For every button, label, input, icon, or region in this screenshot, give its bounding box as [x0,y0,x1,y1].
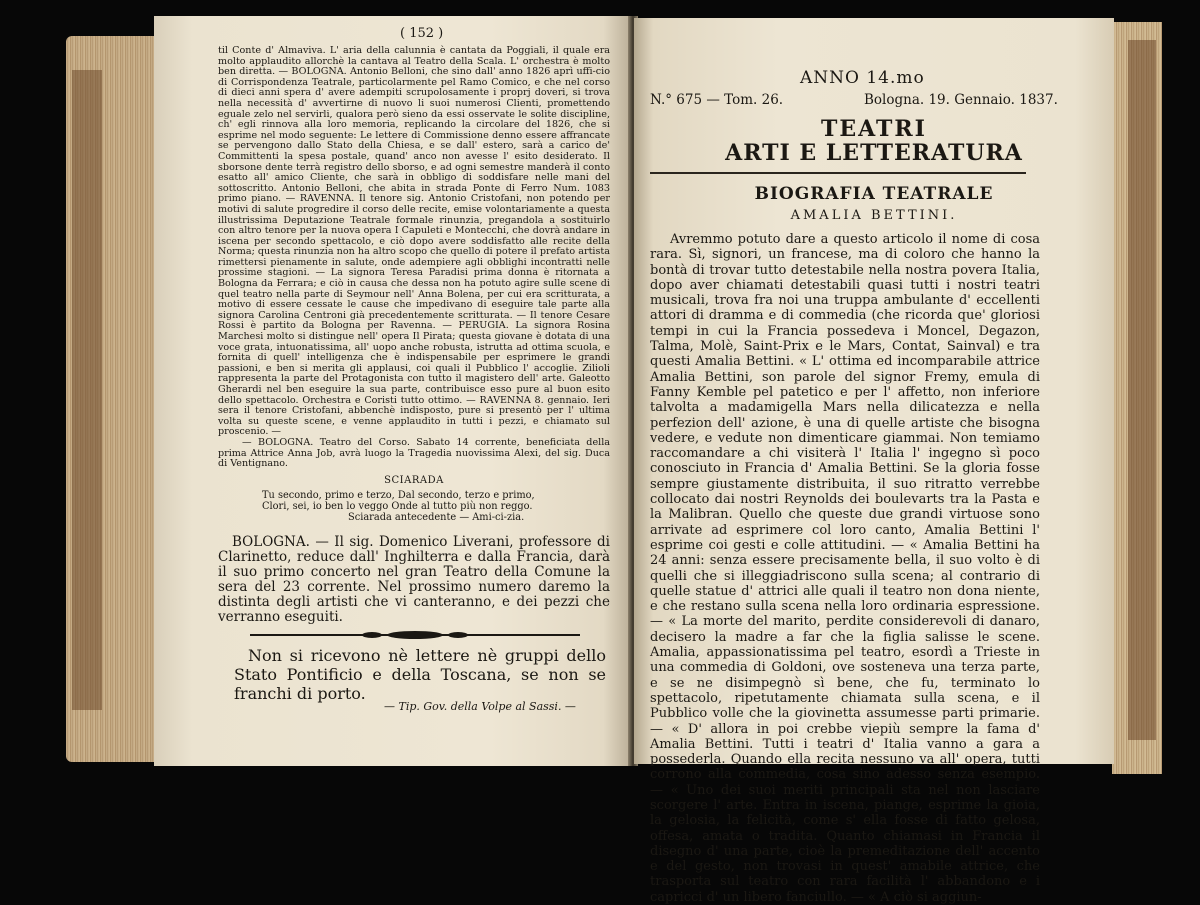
ornament-rule [250,628,580,642]
masthead-title: TEATRI [821,116,927,142]
masthead-rule [650,172,1026,174]
masthead-subtitle: ARTI E LETTERATURA [725,140,1023,166]
right-page [634,18,1114,905]
bologna-paragraph: BOLOGNA. — Il sig. Domenico Liverani, professore di Clarinetto, reduce dall' Inghilterra e dalla Francia, darà il suo primo concerto nel gran Teatro della Comune la sera del 23 corrente. Nel prossimo numero daremo la distinta degli artisti che vi canteranno, e dei pezzi che verranno eseguiti. [218,534,610,626]
left-column [218,46,610,625]
printer-credit: — Tip. Gov. della Volpe al Sassi. — [384,700,576,713]
charade-line-1: Tu secondo, primo e terzo, Dal secondo, terzo e primo, [262,490,535,502]
issue-number: N.° 675 — Tom. 26. [650,92,784,108]
volume-year: ANNO 14.mo [800,68,925,88]
article-subject: AMALIA BETTINI. [790,208,958,223]
charade-line-2: Clori, sei, io ben lo veggo Onde al tutto più non reggo. [262,501,533,513]
left-page [154,16,632,766]
article-body: Avremmo potuto dare a questo articolo il nome di cosa rara. Sì, signori, un francese, ma di coloro che hanno la bontà di trovar tutto detestabile nella nostra povera Italia, dopo aver chiamati detestabili quasi tutti i nostri teatri musicali, trova fra noi una truppa ambulante d' eccellenti attori di dramma e di commedia (che ricorda que' gloriosi tempi in cui la Francia possedeva i Moncel, Degazon, Talma, Molè, Saint-Prix e le Mars, Contat, Sainval) e tra questi Amalia Bettini. « L' ottima ed incomparabile attrice Amalia Bettini, son parole del signor Fremy, emula di Fanny Kemble pel patetico e per l' affetto, non inferiore talvolta a madamigella Mars nella dilicatezza e nella perfezion dell' azione, è una di quelle artiste che bisogna vedere, e vedute non dimenticare giammai. Non temiamo raccomandare a chi visiterà l' Italia l' ingegno sì poco conosciuto in Francia d' Amalia Bettini. Se la gloria fosse sempre giustamente distribuita, il suo ritratto verrebbe collocato dai nostri Reynolds dei boulevarts tra la Pasta e la Malibran. Quello che queste due grandi virtuose sono arrivate ad esprimere col loro canto, Amalia Bettini l' esprime coi gesti e colle attitudini. — « Amalia Bettini ha 24 anni: senza essere precisamente bella, il suo volto è di quelli che si illeggiadriscono sulla scena; al contrario di quelle statue d' attrici alle quali il teatro non dona niente, e che restano sulla scena nella loro ordinaria espressione. — « La morte del marito, perdite considerevoli di danaro, decisero la madre a far che la figlia salisse le scene. Amalia, appassionatissima pel teatro, esordì a Trieste in una commedia di Goldoni, ove sosteneva una terza parte, e se ne disimpegnò sì bene, che fu, terminato lo spettacolo, ripetutamente chiamata sulla scena, e il Pubblico volle che la giovinetta assumesse parti primarie. — « D' allora in poi crebbe viepiù sempre la fama d' Amalia Bettini. Tutti i teatri d' Italia vanno a gara a possederla. Quando ella recita nessuno va all' opera, tutti corrono alla commedia, cosa sino adesso senza esempio. — « Uno dei suoi meriti principali sta nel non lasciare scorgere l' arte. Entra in iscena, piange, esprime la gioia, la gelosia, la felicità, come s' ella fosse di fatto gelosa, offesa, amata o tradita. Quanto chiamasi in Francia il disegno d' una parte, cioè la premeditazione dell' accento e del gesto, non trovasi in quest' amabile attrice, che trasporta sul teatro con rara facilità l' abbandono e i capricci d' un libero fanciullo. — « A ciò si aggiun- [650,232,1040,905]
book-left-cover [72,70,102,710]
news-body: til Conte d' Almaviva. L' aria della calunnia è cantata da Poggiali, il quale era molto applaudito allorchè la cantava al Teatro della Scala. L' orchestra è molto ben diretta. — BOLOGNA. Antonio Belloni, che sino dall' anno 1826 aprì uffi-cio di Corrispondenza Teatrale, particolarmente pel Ramo Comico, e che nel corso di dieci anni spera d' avere adempiti scrupolosamente i proprj doveri, si trova nella necessità d' avvertirne di nuovo li suoi numerosi Clienti, promettendo eguale zelo nel servirli, qualora però sieno da essi osservate le solite discipline, ch' egli rinnova alla loro memoria, replicando la circolare del 1826, che si esprime nel modo seguente: Le lettere di Commissione denno essere affrancate se pervengono dallo Stato della Chiesa, e se dall' estero, sarà a carico de' Committenti la spesa postale, quand' anco non avesse l' esito desiderato. Il sborsone dente terrà registro dello sborso, e ad ogni semestre manderà il conto esatto all' amico Cliente, che sarà in obbligo di soddisfare nelle mani del sottoscritto. Antonio Belloni, che abita in strada Ponte di Ferro Num. 1083 primo piano. — RAVENNA. Il tenore sig. Antonio Cristofani, non potendo per motivi di salute progredire il corso delle recite, emise volontariamente a questa illustrissima Deputazione Teatrale formale rinunzia, pregandola a sostituirlo con altro tenore per la nuova opera I Capuleti e Montecchi, che dovrà andare in iscena per secondo spettacolo, e ciò dopo avere soddisfatto alle recite della Norma; questa rinunzia non ha altro scopo che quello di potere il prefato artista rimettersi pienamente in salute, onde adempiere agli obblighi incontratti nelle prossime stagioni. — La signora Teresa Paradisi prima donna è ritornata a Bologna da Ferrara; e ciò in causa che dessa non ha potuto agire sulle scene di quel teatro nella parte di Seymour nell' Anna Bolena, per cui era scritturata, a motivo di essere cessate le cause che impedivano di eseguire tale parte alla signora Carolina Centroni già precedentemente scritturata. — Il tenore Cesare Rossi è partito da Bologna per Ravenna. — PERUGIA. La signora Rosina Marchesi molto si distingue nell' opera Il Pirata; questa giovane è dotata di una voce grata, intuonatissima, all' uopo anche robusta, istrutta ad ottima scuola, e fornita di quell' intelligenza che è indispensabile per esprimere le grandi passioni, e ben si merita gli applausi, coi quali il Pubblico l' accoglie. Zilioli rappresenta la parte del Protagonista con tutto il magistero dell' arte. Galeotto Gherardi nel ben eseguire la sua parte, contribuisce esso pure al buon esito dello spettacolo. Orchestra e Coristi tutto ottimo. — RAVENNA 8. gennaio. Ieri sera il tenore Cristofani, abbenchè indisposto, pure si presentò per l' ultima volta su queste scene, e venne applaudito in tutti i pezzi, e chiamato sul proscenio. — [218,45,610,438]
section-heading: BIOGRAFIA TEATRALE [754,184,994,204]
news-body-2: — BOLOGNA. Teatro del Corso. Sabato 14 corrente, beneficiata della prima Attrice Anna Job, avrà luogo la Tragedia nuovissima Alexi, del sig. Duca di Ventignano. [218,436,610,470]
dateline: Bologna. 19. Gennaio. 1837. [864,92,1058,108]
page-number: ( 152 ) [400,26,444,41]
postal-notice: Non si ricevono nè lettere nè gruppi dello Stato Pontificio e della Toscana, se non se franchi di porto. [234,646,606,703]
charade-line-3: Sciarada antecedente — Ami-ci-zia. [348,512,525,524]
charade-title: SCIARADA [384,474,444,486]
book-right-cover [1128,40,1156,740]
